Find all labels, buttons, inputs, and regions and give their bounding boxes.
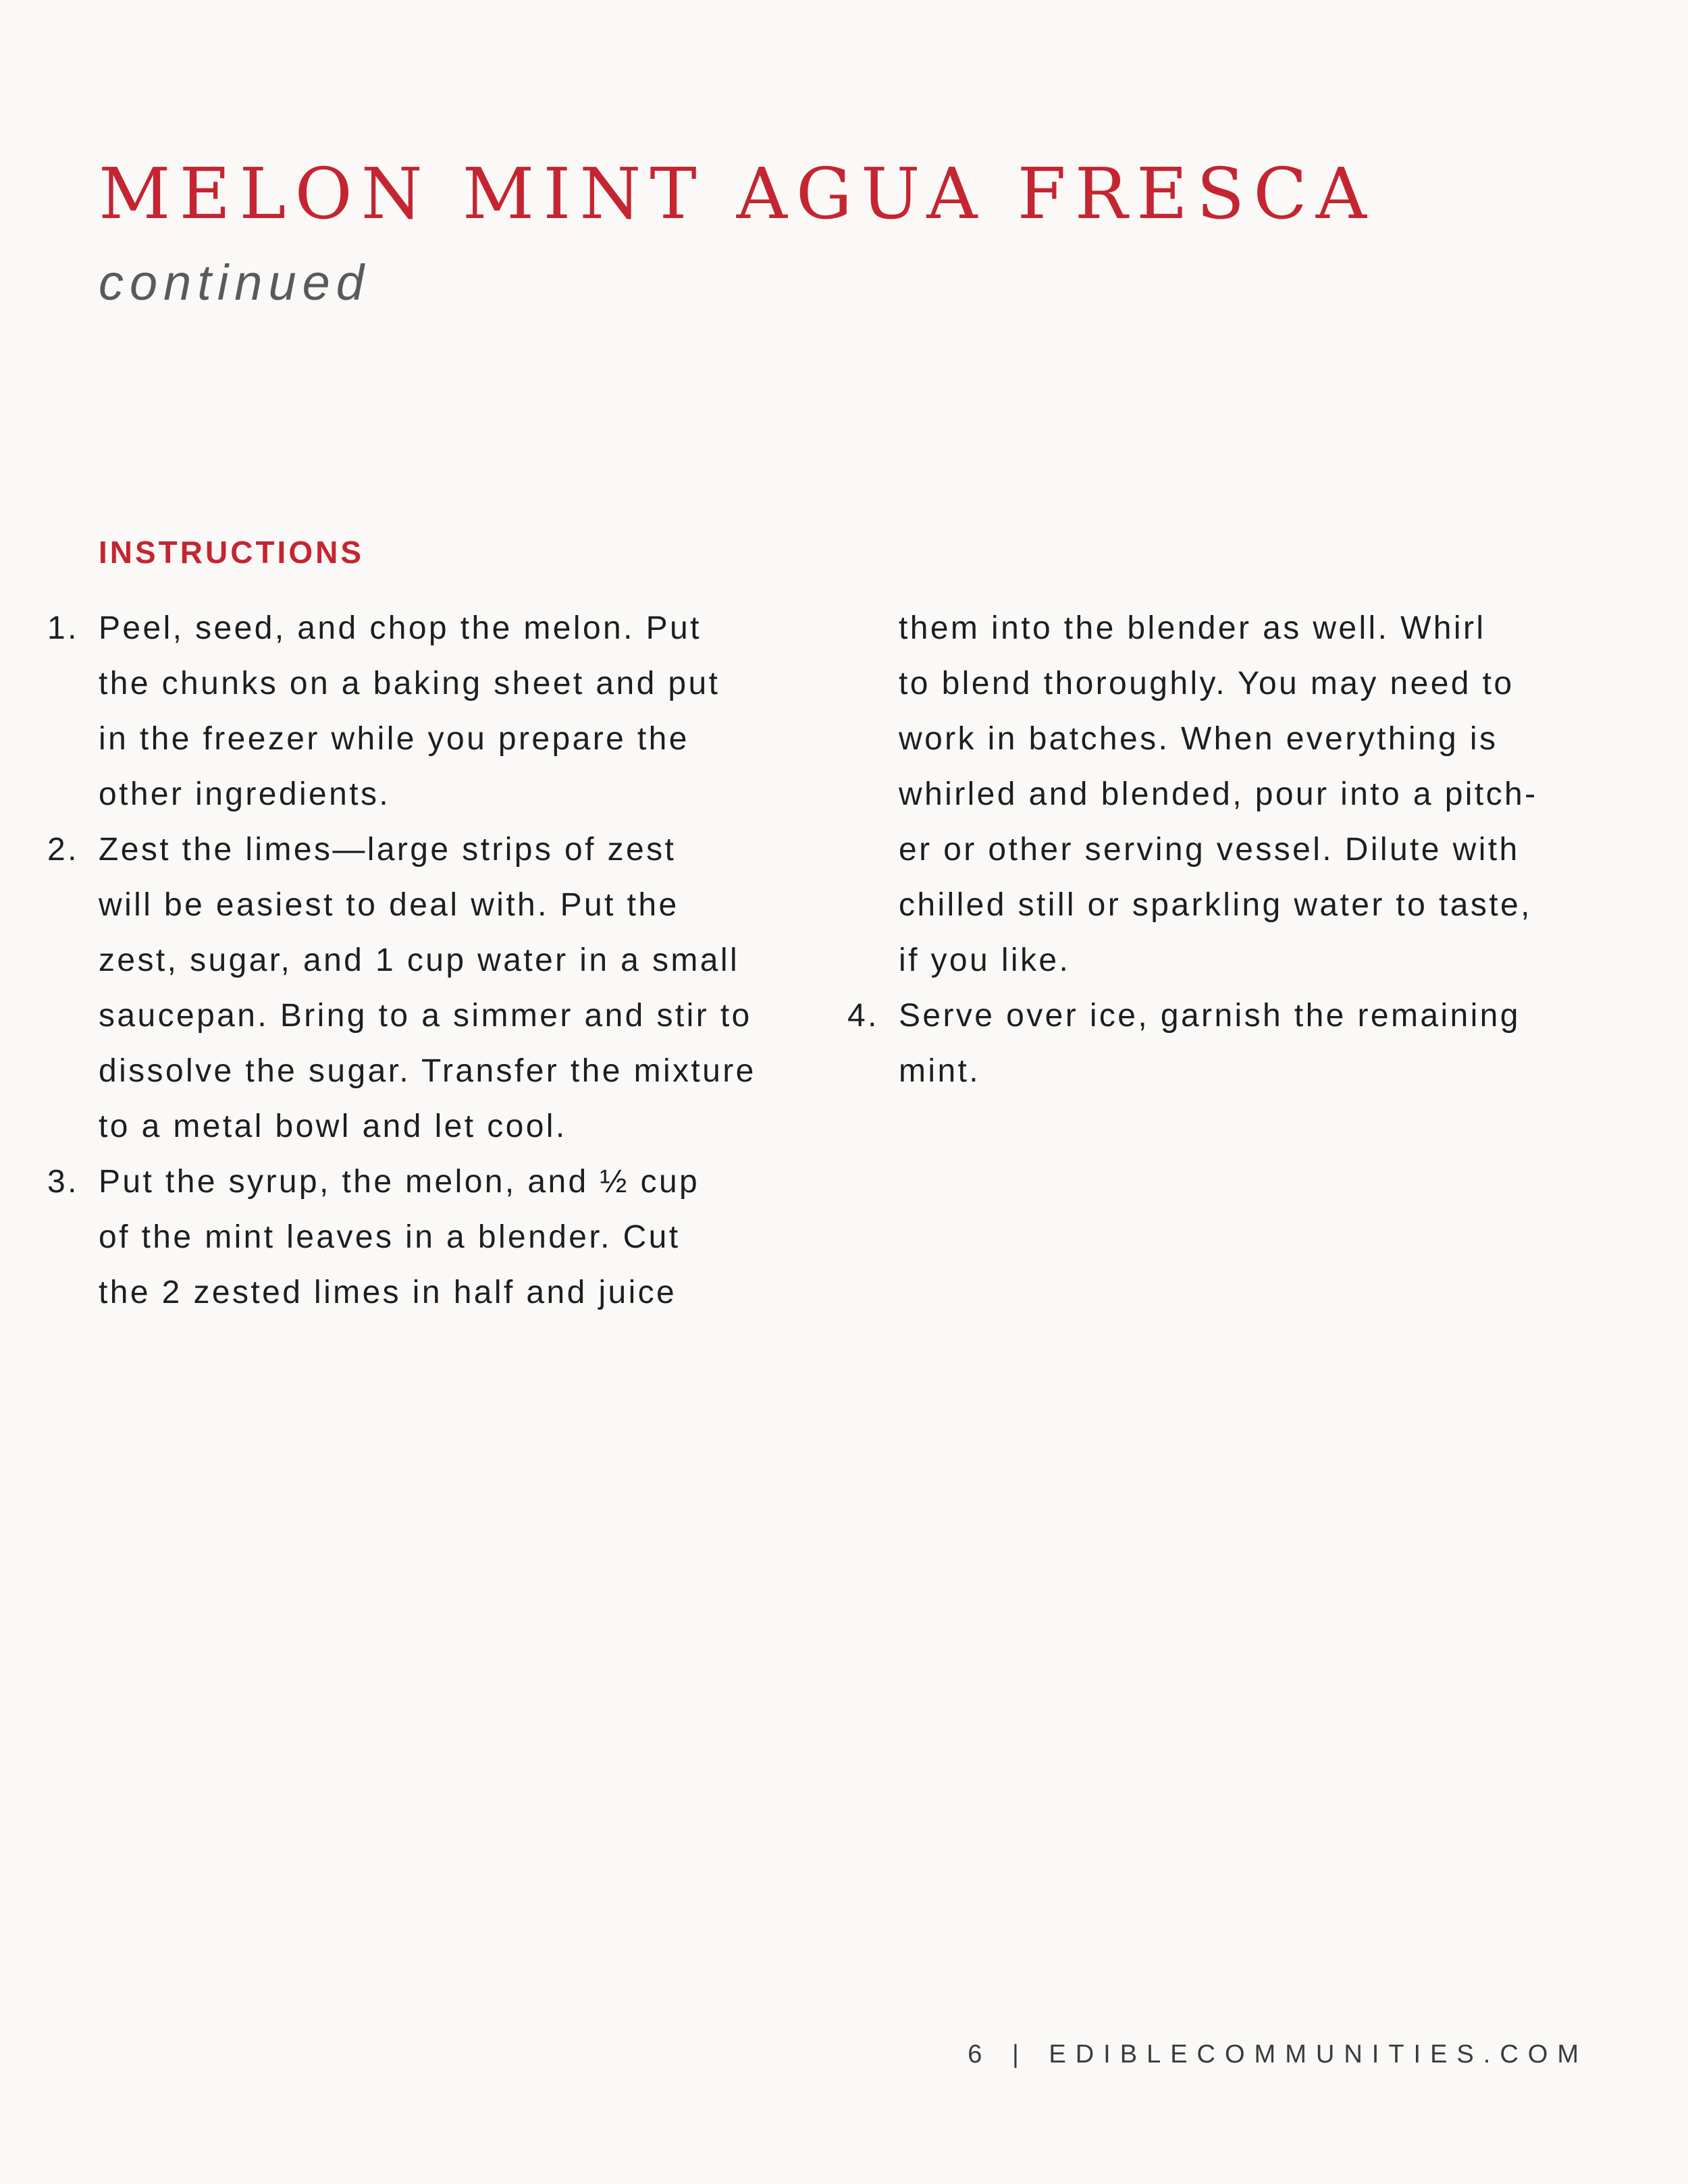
step-line: the 2 zested limes in half and juice (99, 1275, 677, 1310)
step-number: 1. (47, 610, 79, 646)
instruction-step-3 (47, 1154, 810, 1321)
step-line: if you like. (899, 942, 1071, 978)
step-line: zest, sugar, and 1 cup water in a small (99, 942, 740, 978)
step-line: Serve over ice, garnish the remaining (899, 998, 1521, 1034)
step-line: whirled and blended, pour into a pitch- (899, 776, 1538, 812)
step-line: them into the blender as well. Whirl (899, 610, 1486, 646)
step-line: Zest the limes—large strips of zest (99, 832, 677, 868)
step-line: saucepan. Bring to a simmer and stir to (99, 998, 752, 1034)
instruction-step-2 (47, 822, 810, 1154)
step-line: to blend thoroughly. You may need to (899, 666, 1514, 701)
page-title: MELON MINT AGUA FRESCA (99, 153, 1375, 235)
step-line: of the mint leaves in a blender. Cut (99, 1219, 681, 1255)
step-line: in the freezer while you prepare the (99, 721, 689, 757)
step-text (99, 1154, 810, 1321)
step-line: Put the syrup, the melon, and ½ cup (99, 1164, 700, 1200)
step-line: other ingredients. (99, 776, 391, 812)
step-text (99, 822, 810, 1154)
step-line: work in batches. When everything is (899, 721, 1498, 757)
step-text (99, 601, 810, 822)
footer-site-link[interactable]: EDIBLECOMMUNITIES.COM (1049, 2040, 1588, 2069)
step-line: Peel, seed, and chop the melon. Put (99, 610, 702, 646)
step-line: will be easiest to deal with. Put the (99, 887, 679, 923)
instruction-step-4 (847, 988, 1610, 1099)
step-line: the chunks on a baking sheet and put (99, 666, 720, 701)
step-number: 3. (47, 1164, 79, 1200)
step-line: chilled still or sparkling water to taste, (899, 887, 1532, 923)
instructions-column-right (847, 601, 1610, 1099)
instruction-step-3-continued (847, 601, 1610, 988)
step-line: dissolve the sugar. Transfer the mixture (99, 1053, 756, 1089)
step-line: mint. (899, 1053, 981, 1089)
instructions-heading: INSTRUCTIONS (99, 535, 364, 570)
step-text (899, 988, 1610, 1099)
step-line: to a metal bowl and let cool. (99, 1109, 567, 1144)
page-footer (968, 2037, 1588, 2071)
step-number: 4. (847, 998, 879, 1034)
instruction-step-1 (47, 601, 810, 822)
instructions-column-left (47, 601, 810, 1321)
step-number: 2. (47, 832, 79, 868)
step-line: er or other serving vessel. Dilute with (899, 832, 1520, 868)
footer-separator: | (1011, 2040, 1028, 2069)
page-number: 6 (968, 2040, 992, 2069)
page-subtitle: continued (99, 255, 370, 311)
